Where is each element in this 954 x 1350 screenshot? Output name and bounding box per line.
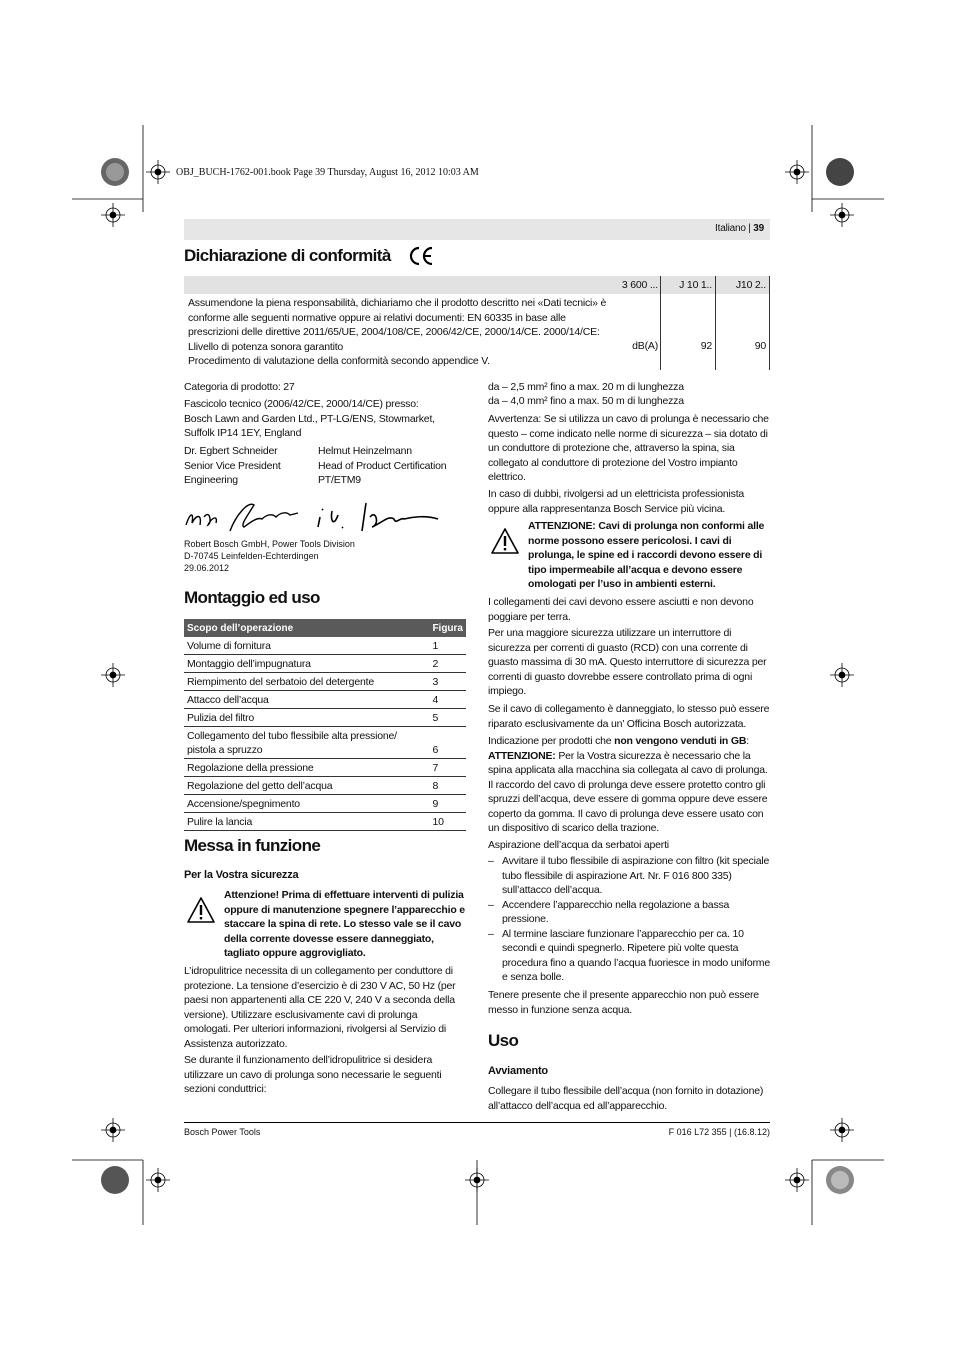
footer-brand: Bosch Power Tools (184, 1127, 261, 1137)
warning-triangle-icon (186, 896, 216, 924)
operation-cell: Pulire la lancia (184, 813, 429, 831)
table-row (184, 673, 466, 691)
avviamento-title: Avviamento (488, 1065, 548, 1077)
list-item: – Avvitare il tubo flessibile di aspirazione con filtro (kit speciale tubo flessibile di aspirazione Art. Nr. F 016 800 335) sull’attacco dell’acqua. (488, 854, 770, 898)
table-row (184, 777, 466, 795)
aspirazione-steps (488, 854, 770, 985)
gb-intro: Indicazione per prodotti che (488, 735, 612, 747)
figure-cell: 6 (429, 727, 466, 759)
para-danneggiato: Se il cavo di collegamento è danneggiato, lo stesso può essere riparato esclusivamente da un’ Officina Bosch autorizzata. (488, 703, 770, 730)
para-tenere: Tenere presente che il presente apparecchio non può essere messo in funzione senza acqua. (488, 989, 759, 1016)
para-collegamenti: I collegamenti dei cavi devono essere asciutti e non devono poggiare per terra. (488, 596, 754, 623)
warning-triangle-icon (490, 527, 520, 555)
para-dubbi: In caso di dubbi, rivolgersi ad un elettricista professionista oppure alla rappresentanza Bosch Service più vicina. (488, 488, 745, 515)
operations-table (184, 619, 466, 831)
signer-1-name: Dr. Egbert Schneider (184, 445, 278, 457)
company-city: D-70745 Leinfelden-Echterdingen (184, 551, 319, 561)
table-row (184, 709, 466, 727)
operation-cell: Pulizia del filtro (184, 709, 429, 727)
operation-cell: Riempimento del serbatoio del detergente (184, 673, 429, 691)
conformity-value-1: 92 (700, 340, 712, 352)
footer-rule (184, 1122, 770, 1123)
signer-2-name: Helmut Heinzelmann (318, 445, 412, 457)
warning-text-1: Attenzione! Prima di effettuare interventi di pulizia oppure di manutenzione spegnere l’apparecchio e staccare la spina di rete. Lo stesso vale se il cavo della corrente dovesse essere danneggiato, tagliato oppure aggrovigliato. (224, 889, 465, 959)
table-row (184, 727, 466, 759)
conformity-text: Assumendone la piena responsabilità, dichiariamo che il prodotto descritto nei «Dati tecnici» è conforme alle seguenti normative oppure ai relativi documenti: EN 60335 in base alle prescrizioni delle direttive 2011/65/UE, 2004/108/CE, 2006/42/CE, 2000/14/CE. 2000/14/CE: Llivello di potenza sonora garantito (188, 297, 607, 353)
figure-cell: 2 (429, 655, 466, 673)
conf-divider-1 (660, 276, 661, 370)
product-category: Categoria di prodotto: 27 (184, 381, 295, 393)
operation-cell: Montaggio dell’impugnatura (184, 655, 429, 673)
list-item: – Al termine lasciare funzionare l’apparecchio per ca. 10 secondi e quindi spegnerlo. Ripetere più volte questa procedura fino a quando l’acqua fuoriesce in modo uniforme e senza bolle. (488, 927, 770, 985)
table-row (184, 691, 466, 709)
para-prolunga: Se durante il funzionamento dell’idropulitrice si desidera utilizzare un cavo di prolunga sono necessarie le seguenti sezioni conduttrici: (184, 1054, 442, 1095)
figure-cell: 5 (429, 709, 466, 727)
cable-section-1: da – 2,5 mm² fino a max. 20 m di lunghezza (488, 381, 684, 393)
figure-cell: 1 (429, 637, 466, 655)
conf-divider-2 (715, 276, 716, 370)
uso-title: Uso (488, 1031, 519, 1050)
conf-col-3: J10 2.. (735, 279, 766, 291)
page-number: 39 (753, 223, 764, 234)
operation-cell: Accensione/spegnimento (184, 795, 429, 813)
running-header-text: Italiano | 39 (715, 223, 764, 234)
operation-cell: Regolazione del getto dell’acqua (184, 777, 429, 795)
signer-1 (184, 444, 318, 488)
figure-cell: 10 (429, 813, 466, 831)
signer-2 (318, 444, 468, 488)
table-row (184, 759, 466, 777)
conformity-procedure: Procedimento di valutazione della conformità secondo appendice V. (188, 355, 490, 367)
gb-bold: non vengono venduti in GB (614, 735, 747, 747)
conformity-unit: dB(A) (632, 340, 658, 352)
para-rcd: Per una maggiore sicurezza utilizzare un interruttore di sicurezza per correnti di guasto (RCD) con una corrente di guasto massima di 30 mA. Questo interruttore di sicurezza per correnti di guasto dovrebbe essere controllato prima di ogni impiego. (488, 627, 767, 697)
figure-cell: 4 (429, 691, 466, 709)
handwritten-signatures (182, 495, 442, 537)
list-item: – Accendere l’apparecchio nella regolazione a bassa pressione. (488, 898, 770, 927)
montaggio-title: Montaggio ed uso (184, 588, 320, 607)
signer-1-role: Senior Vice President (184, 459, 281, 472)
conf-col-2: J 10 1.. (679, 279, 712, 291)
table-row (184, 655, 466, 673)
sicurezza-title: Per la Vostra sicurezza (184, 869, 299, 881)
conf-divider-3 (769, 276, 770, 370)
table-row (184, 795, 466, 813)
footer-doc-number: F 016 L72 355 | (16.8.12) (668, 1127, 770, 1137)
operation-cell: Collegamento del tubo flessibile alta pressione/ pistola a spruzzo (184, 727, 429, 759)
figure-cell: 9 (429, 795, 466, 813)
company-address (184, 538, 466, 574)
para-avviamento: Collegare il tubo flessibile dell’acqua (non fornito in dotazione) all’attacco dell’acqua ed all’apparecchio. (488, 1085, 764, 1112)
company-name: Robert Bosch GmbH, Power Tools Division (184, 539, 355, 549)
signer-2-role: Head of Product Certification (318, 459, 447, 472)
conformity-title: Dichiarazione di conformità (184, 246, 391, 265)
operation-cell: Attacco dell’acqua (184, 691, 429, 709)
operation-cell: Regolazione della pressione (184, 759, 429, 777)
figure-cell: 7 (429, 759, 466, 777)
gb-label: ATTENZIONE: (488, 749, 556, 762)
conformity-value-2: 90 (754, 340, 766, 352)
ce-mark-icon (408, 246, 434, 271)
signer-1-dept: Engineering (184, 474, 238, 486)
messa-title: Messa in funzione (184, 836, 321, 855)
table-row (184, 813, 466, 831)
col-header-figure: Figura (429, 619, 466, 637)
table-row (184, 637, 466, 655)
para-avvertenza: Avvertenza: Se si utilizza un cavo di prolunga è necessario che questo – come indicato nelle norme di sicurezza – sia dotato di un conduttore di protezione che, attraverso la spina, sia collegato al conduttore di protezione del Vostro impianto elettrico. (488, 413, 769, 483)
figure-cell: 8 (429, 777, 466, 795)
gb-text: Per la Vostra sicurezza è necessario che la spina applicata alla macchina sia collegata al cavo di prolunga. Il raccordo del cavo di prolunga deve essere protetto contro gli spruzzi dell’acqua, deve essere di gomma oppure deve essere coperto da gomma. Il cavo di prolunga deve essere usato con un dispositivo di scarico della trazione. (488, 749, 768, 834)
signature-date: 29.06.2012 (184, 563, 230, 573)
signer-2-dept: PT/ETM9 (318, 474, 361, 486)
language-label: Italiano (715, 223, 746, 234)
aspirazione-title: Aspirazione dell’acqua da serbatoi aperti (488, 839, 669, 851)
table-header-row (184, 619, 466, 637)
warning-text-2: ATTENZIONE: Cavi di prolunga non conformi alle norme possono essere pericolosi. I cavi di prolunga, le spine ed i raccordi devono essere di tipo impermeabile all’acqua e devono essere omologati per l’uso in ambienti esterni. (528, 520, 765, 590)
col-header-operation: Scopo dell’operazione (184, 619, 429, 637)
para-gb: Indicazione per prodotti che non vengono venduti in GB: ATTENZIONE: Per la Vostra sicurezza è necessario che la spina applicata alla macchina sia collegata al cavo di prolunga. Il raccordo del cavo di prolunga deve essere protetto contro gli spruzzi dell’acqua, deve essere di gomma oppure deve essere coperto da gomma. Il cavo di prolunga deve essere usato con un dispositivo di scarico della trazione. (488, 735, 768, 834)
figure-cell: 3 (429, 673, 466, 691)
conf-col-1: 3 600 ... (621, 279, 658, 291)
operation-cell: Volume di fornitura (184, 637, 429, 655)
cable-section-2: da – 4,0 mm² fino a max. 50 m di lunghezza (488, 395, 684, 407)
print-header: OBJ_BUCH-1762-001.book Page 39 Thursday, August 16, 2012 10:03 AM (176, 167, 479, 178)
para-protezione: L’idropulitrice necessita di un collegamento per conduttore di protezione. La tensione d’esercizio è di 230 V AC, 50 Hz (per paesi non appartenenti alla CE 220 V, 240 V a seconda della versione). Utilizzare esclusivamente cavi di prolunga omologati. Per ulteriori informazioni, rivolgersi al Servizio di Assistenza autorizzato. (184, 965, 456, 1050)
technical-file: Fascicolo tecnico (2006/42/CE, 2000/14/CE) presso: Bosch Lawn and Garden Ltd., PT-LG/ENS, Stowmarket, Suffolk IP14 1EY, England (184, 398, 435, 439)
